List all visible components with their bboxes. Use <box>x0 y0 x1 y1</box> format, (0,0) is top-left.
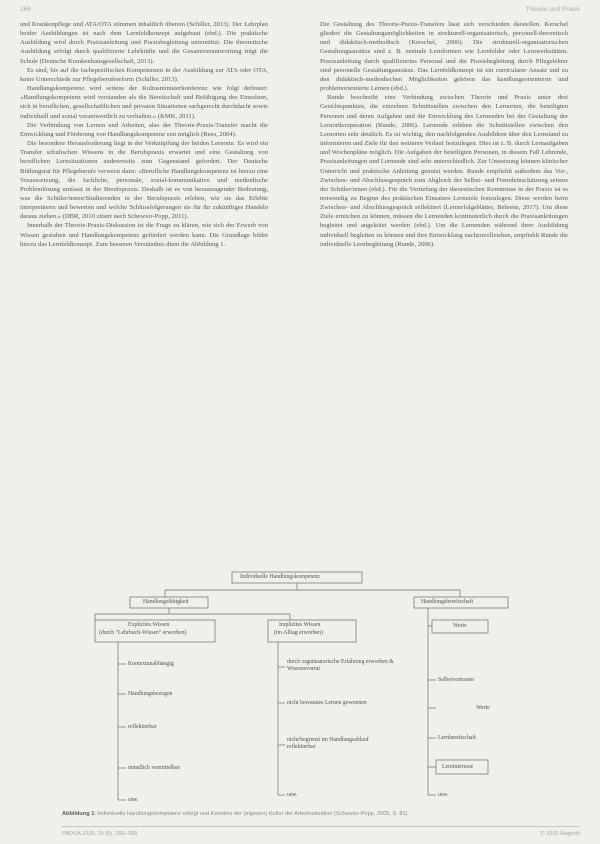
implicit-knowledge-title: Implizites Wissen <box>279 622 321 628</box>
running-title: Theorie und Praxis <box>525 6 580 13</box>
paragraph: Runde beschreibt eine Verbindung zwischen Theorie und Praxis unter drei Gesichtspunkten, die einzelnen Schnittstellen zwischen den Lernorten, die beteiligten Personen und deren Aufgaben und die Entwicklung des Lernenden bei der Gestaltung der Lernortkooperation (Runde, 2006). Lernende erleben die Schnittstellen zwischen den Lernorten sehr deutlich. Es ist wichtig, den nachfolgenden Ausbildern über den Lernstand zu informieren und Ziele für den weiteren Verlauf festzulegen. Dies ist z. B. durch Lernaufgaben und Wochenpläne möglich. Die Aufgaben der beteiligten Personen, in diesem Fall Lehrende, Praxisanleitungen und Lernende sind sehr unterschiedlich. Zur Umsetzung können klinischer Unterricht und praktische Anleitung genutzt werden. Runde empfiehlt außerdem das Vor-, Zwischen- und Abschlussgespräch zum Abgleich der Selbst- und Fremdeinschätzung seitens der Schüler/innen (ebd.). Für die Vertiefung der theoretischen Kenntnisse in der Praxis ist es notwendig zu Beginn des praktischen Einsatzes Lernziele festzulegen. Diese werden beim Zwischen- und Abschlussgespräch reflektiert (Lernerfolgsblätter, Behrens, 2017). Um diese Ziele erreichen zu können, müssen die Lernenden kontinuierlich durch die Praxisanleitungen begleitet und angeleitet werden (ebd.). Um die Lernenden während ihrer Ausbildung individuell begleiten zu können und ihre Entwicklung nachzuvollziehen, empfiehlt Runde die individuelle Lernbegleitung (Runde, 2006). <box>320 94 568 248</box>
implicit-knowledge-subtitle: (im Alltag erworben) <box>274 630 323 636</box>
page-footer <box>62 831 580 837</box>
footer-rule <box>62 826 580 827</box>
paragraph: Die Verbindung von Lernen und Arbeiten, also der Theorie-Praxis-Transfer macht die Entwicklung und Förderung von Handlungskompetenz erst möglich (Rees, 2004). <box>20 121 268 138</box>
diagram-top-label: Individuelle Handlungskompetenz <box>240 574 321 580</box>
implicit-item: usw. <box>287 792 298 798</box>
right-item: Werte <box>476 705 490 711</box>
explicit-knowledge-subtitle: (durch "Lehrbuch-Wissen" erworben) <box>99 630 187 636</box>
explicit-item: Handlungsbezogen <box>128 691 173 697</box>
paragraph: Die Gestaltung des Theorie-Praxis-Transfers lässt sich verschieden darstellen. Kerschel gliedert die Gestaltungsmöglichkeiten in strukturell-organisatorisch, personell-theoretisch und didaktisch-methodisch (Kerschel, 2006). Die strukturell-organisatorischen Gestaltungsansätze sind z. B. zentrale Lernformen wie Lernfelder oder Lernwerkstätten. Praxisanleitung durch qualifiziertes Personal und die Praxisbegleitung durch Pflegelehrer sind personelle Gestaltungsansätze. Das Lernfeldkonzept ist ein curricularer Ansatz und zu den didaktisch-methodischen Möglichkeiten gehören das handlungsorientierte und problemorientierte Lernen (ebd.). <box>320 21 568 93</box>
paragraph: und Krankenpflege und ATA/OTA stimmen inhaltlich überein (Schiller, 2013). Der Lehrplan beider Ausbildungen ist nach dem Lernfeldkonzept aufgebaut (ebd.). Die praktische Ausbildung wird durch Praxisanleitung und Praxisbegleitung unterstützt. Die theoretische Ausbildung erfolgt durch qualifizierte Lehrkräfte und die Gesamtverantwortung trägt die Schule (Deutsche Krankenhausgesellschaft, 2013). <box>20 21 268 65</box>
right-item: Werte <box>453 623 467 629</box>
paragraph: Die besondere Herausforderung liegt in der Verknüpfung der beiden Lernorte. Es wird ein Transfer schulischen Wissens in die Berufspraxis erwartet und eine Gestaltung von beruflichen Lernsituationen andererseits zum Gegenstand gefordert. Der Deutsche Bildungsrat für Pflegeberufe verweist dazu: «Berufliche Handlungskompetenz ist hierzu eine Voraussetzung, die fachliche, personale, sozial-kommunikative und methodische Problemlösung umfasst in der Berufspraxis. Deshalb ist es von herausragender Bedeutung, was die Schüler/innen/Studierenden in der Berufspraxis erleben, wie sie das Erlebte interpretieren und bewerten und welche Schlussfolgerungen sie für ihr zukünftiges Handeln daraus ziehen.» (DBR, 2010 zitiert nach Schewior-Popp, 2011). <box>20 140 268 221</box>
footer-citation: PADUA 2020, 15 (5), 266–268 <box>62 831 138 837</box>
right-item: Lernbereitschaft <box>438 735 476 741</box>
footer-copyright: © 2020 Hogrefe <box>540 831 580 837</box>
paragraph: Innerhalb der Theorie-Praxis-Diskussion ist die Frage zu klären, wie sich der Erwerb von Wissen gestalten und Handlungskompetenz gefördert werden kann. Die Grundlage bildet hierzu das Lernfeldkonzept. Zum besseren Verständnis dient die Abbildung 1. <box>20 222 268 248</box>
implicit-item: nicht bewusstes Lernen gewonnen <box>287 700 367 706</box>
right-item: Lerninteresse <box>442 764 474 770</box>
left-branch-label: Handlungsfähigkeit <box>143 599 189 605</box>
figure-caption-text: : Individuelle Handlungskompetenz erfolgt und Kenntnis der (eigenen) Kultur der Arbeitssituation (Schewior-Popp, 2005, S. 81) <box>94 811 408 817</box>
explicit-item: reflektierbar <box>128 724 157 730</box>
right-branch-label: Handlungsbereitschaft <box>421 599 474 605</box>
paragraph: Es sind, bis auf die fachspezifischen Kompetenzen in der Ausbildung zur ATA oder OTA, keine Unterschiede zur Pflegeberufereform (Schiller, 2013). <box>20 66 268 83</box>
explicit-item: Kontextunabhängig <box>128 661 174 667</box>
page-number: 266 <box>20 6 31 13</box>
paragraph: Handlungskompetenz wird seitens der Kultusministerkonferenz wie folgt definiert: «Handlungskompetenz wird verstanden als die Bereitschaft und Befähigung des Einzelnen, sich in beruflichen, gesellschaftlichen und privaten Situationen sachgerecht durchdacht sowie individuell und sozial verantwortlich zu verhalten.» (KMK, 2011). <box>20 85 268 120</box>
figure-caption-label: Abbildung 1 <box>62 811 95 817</box>
figure-caption <box>62 811 582 817</box>
right-item: Selbstvertrauen <box>438 677 475 683</box>
explicit-knowledge-title: Explizites Wissen <box>128 622 170 628</box>
right-item: usw. <box>438 792 449 798</box>
implicit-item: nicht/begrenzt im Handlungsablauf reflektierbar <box>287 737 369 750</box>
implicit-item: durch organisatorische Erfahrung erworben & Wissensvorrat <box>287 659 394 672</box>
explicit-item: usw. <box>128 797 139 803</box>
explicit-item: mündlich vermittelbar <box>128 765 180 771</box>
